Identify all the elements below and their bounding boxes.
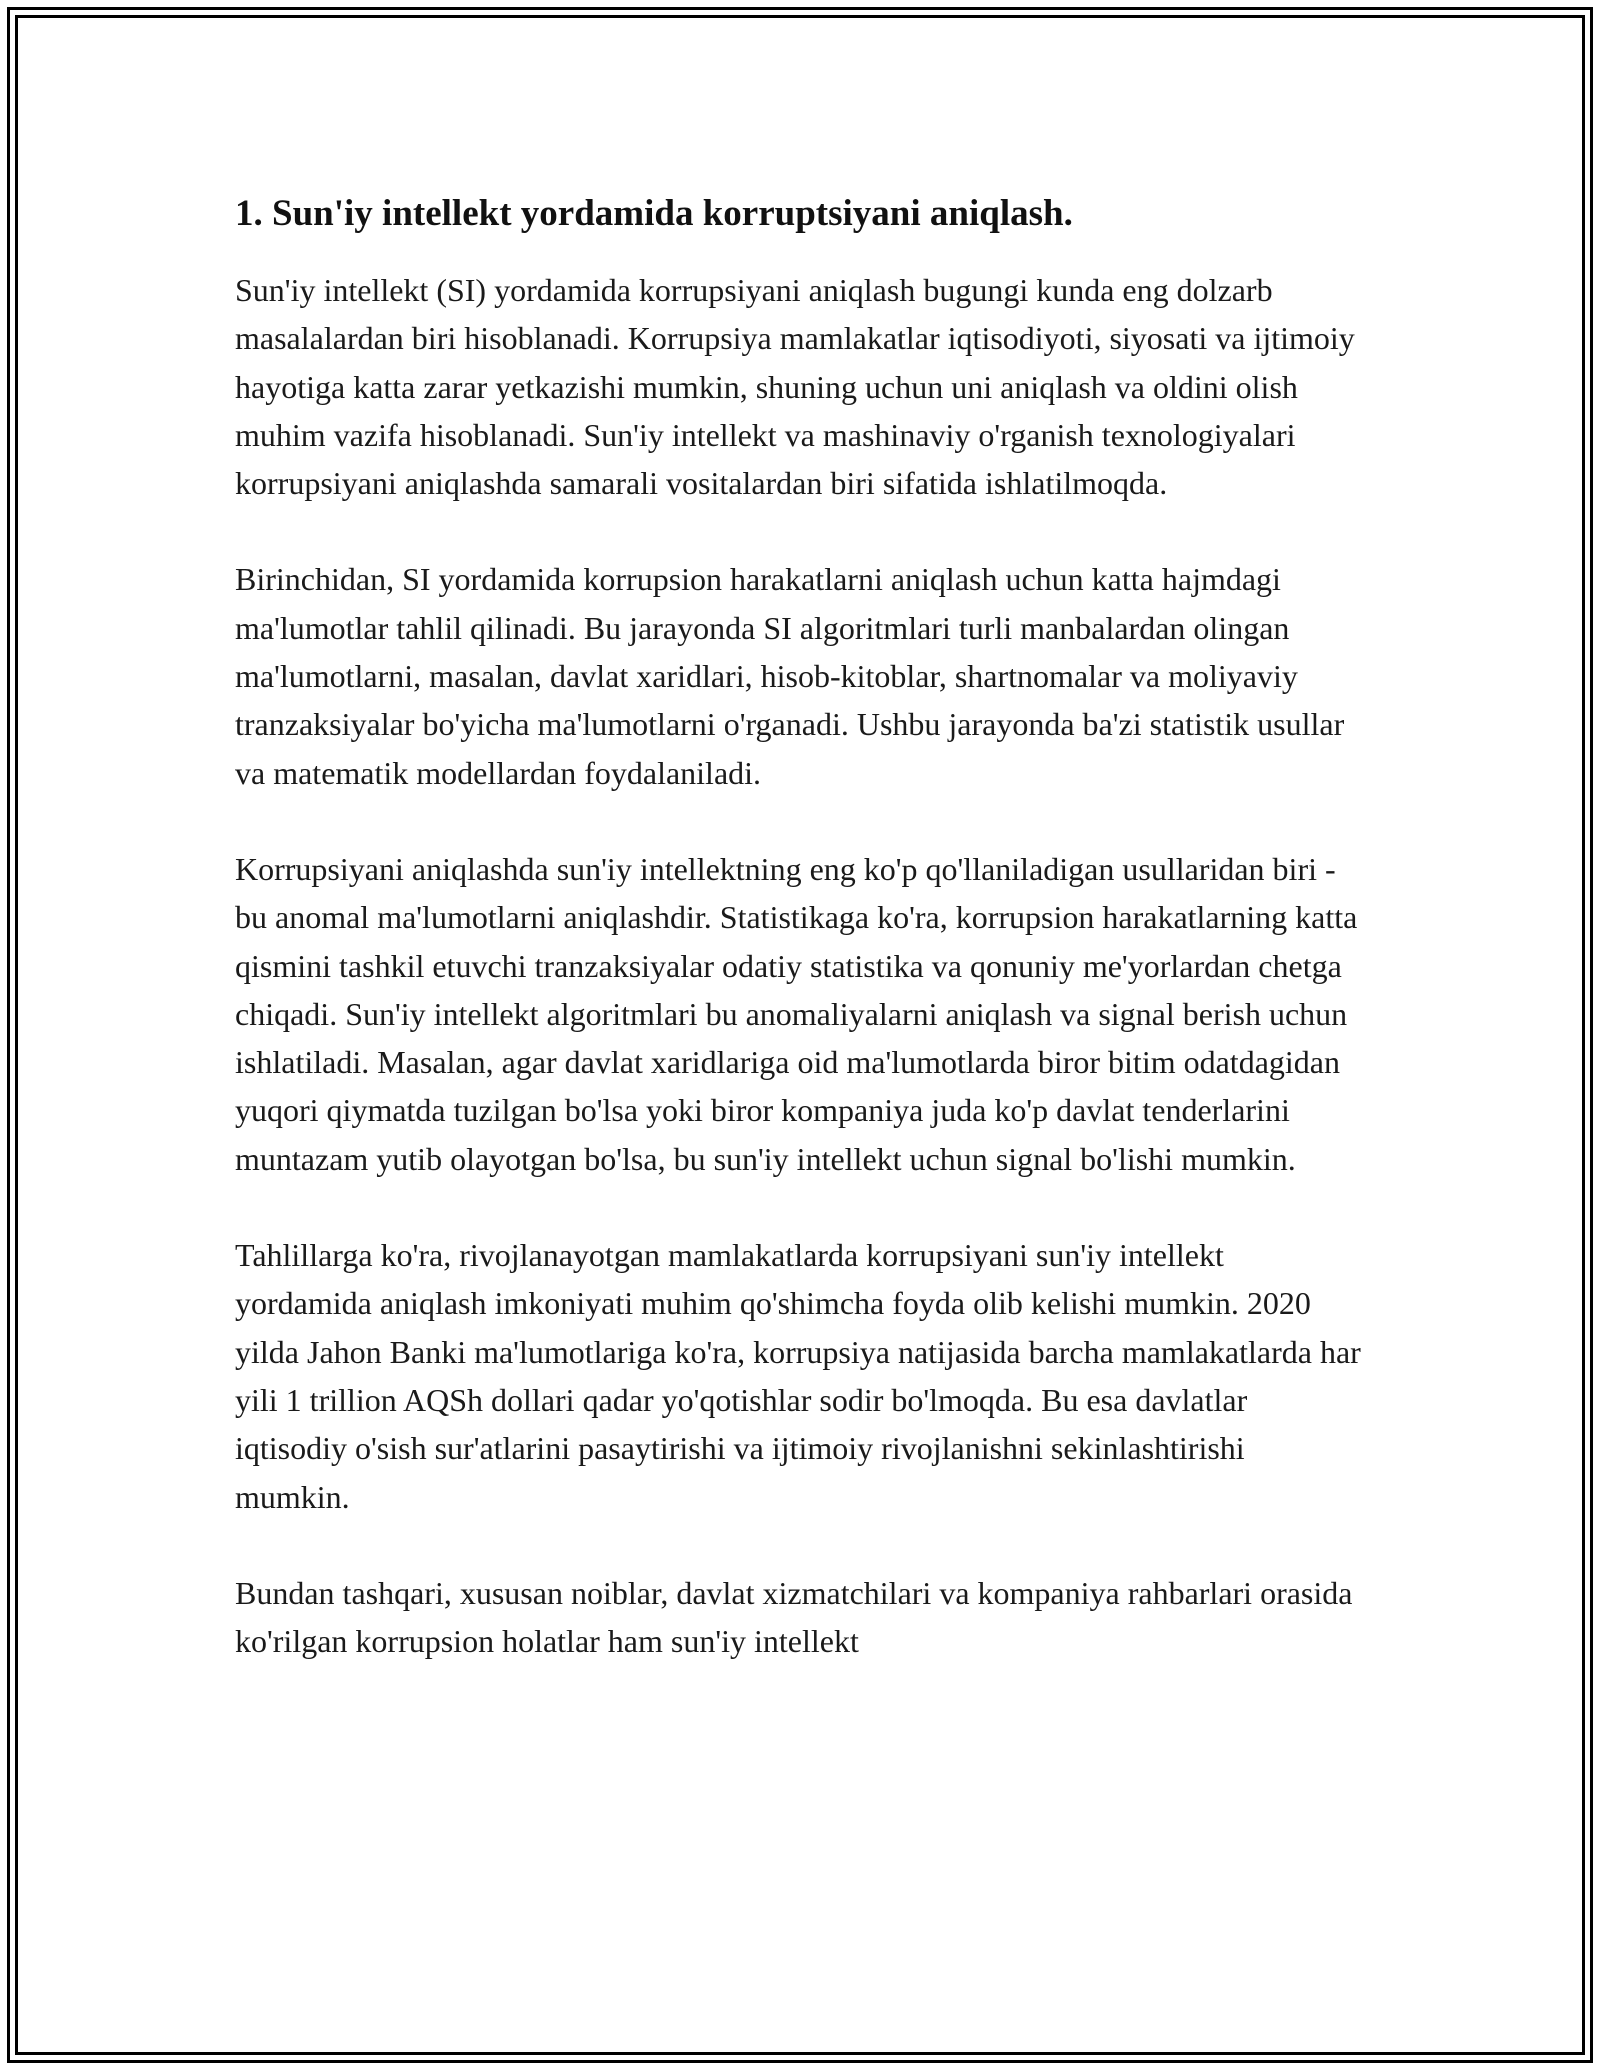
paragraph-1: Sun'iy intellekt (SI) yordamida korrupsiyani aniqlash bugungi kunda eng dolzarb masalalardan biri hisoblanadi. Korrupsiya mamlakatlar iqtisodiyoti, siyosati va ijtimoiy hayotiga katta zarar yetkazishi mumkin, shuning uchun uni aniqlash va oldini olish muhim vazifa hisoblanadi. Sun'iy intellekt va mashinaviy o'rganish texnologiyalari korrupsiyani aniqlashda samarali vositalardan biri sifatida ishlatilmoqda. (235, 272, 1355, 502)
paragraph-3: Korrupsiyani aniqlashda sun'iy intellektning eng ko'p qo'llaniladigan usullaridan biri - bu anomal ma'lumotlarni aniqlashdir. Statistikaga ko'ra, korrupsion harakatlarning katta qismini tashkil etuvchi tranzaksiyalar odatiy statistika va qonuniy me'yorlardan chetga chiqadi. Sun'iy intellekt algoritmlari bu anomaliyalarni aniqlash va signal berish uchun ishlatiladi. Masalan, agar davlat xaridlariga oid ma'lumotlarda biror bitim odatdagidan yuqori qiymatda tuzilgan bo'lsa yoki biror kompaniya juda ko'p davlat tenderlarini muntazam yutib olayotgan bo'lsa, bu sun'iy intellekt uchun signal bo'lishi mumkin. (235, 850, 1358, 1177)
document-body (235, 186, 1365, 1665)
paragraph-4: Tahlillarga ko'ra, rivojlanayotgan mamlakatlarda korrupsiyani sun'iy intellekt yordamida aniqlash imkoniyati muhim qo'shimcha foyda olib kelishi mumkin. 2020 yilda Jahon Banki ma'lumotlariga ko'ra, korrupsiya natijasida barcha mamlakatlarda har yili 1 trillion AQSh dollari qadar yo'qotishlar sodir bo'lmoqda. Bu esa davlatlar iqtisodiy o'sish sur'atlarini pasaytirishi va ijtimoiy rivojlanishni sekinlashtirishi mumkin. (235, 1237, 1361, 1515)
paragraph-2: Birinchidan, SI yordamida korrupsion harakatlarni aniqlash uchun katta hajmdagi ma'lumotlar tahlil qilinadi. Bu jarayonda SI algoritmlari turli manbalardan olingan ma'lumotlarni, masalan, davlat xaridlari, hisob-kitoblar, shartnomalar va moliyaviy tranzaksiyalar bo'yicha ma'lumotlarni o'rganadi. Ushbu jarayonda ba'zi statistik usullar va matematik modellardan foydalaniladi. (235, 561, 1345, 791)
paragraph-5: Bundan tashqari, xususan noiblar, davlat xizmatchilari va kompaniya rahbarlari orasida ko'rilgan korrupsion holatlar ham sun'iy intellekt (235, 1574, 1353, 1660)
section-heading: 1. Sun'iy intellekt yordamida korruptsiyani aniqlash. (235, 193, 1073, 234)
